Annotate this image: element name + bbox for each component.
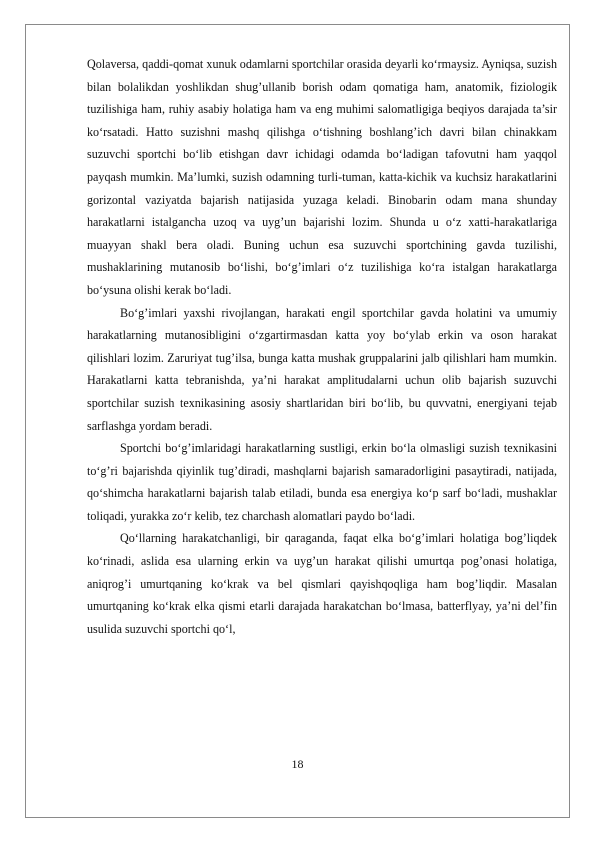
paragraph-3: Sportchi bo‘g’imlaridagi harakatlarning sustligi, erkin bo‘la olmasligi suzish texnikasini to‘g’ri bajarishda qiyinlik tug’diradi, mashqlarni bajarish samaradorligini pasaytiradi, natijada, qo‘shimcha harakatlarni bajarish talab etiladi, bunda esa energiya ko‘p sarf bo‘ladi, mushaklar toliqadi, yurakka zo‘r kelib, tez charchash alomatlari paydo bo‘ladi. — [87, 441, 557, 523]
body-text — [87, 53, 557, 640]
paragraph-4: Qo‘llarning harakatchanligi, bir qaraganda, faqat elka bo‘g’imlari holatiga bog’liqdek ko‘rinadi, aslida esa ularning erkin va uyg’un harakat qilishi umurtqa pog’onasi holatiga, aniqrog’i umurtqaning ko‘krak va bel qismlari qayishqoqliga ham bog’liqdir. Masalan umurtqaning ko‘krak elka qismi etarli darajada harakatchan bo‘lmasa, batterflyay, ya’ni del’fin usulida suzuvchi sportchi qo‘l, — [87, 531, 557, 636]
paragraph-1: Qolaversa, qaddi-qomat xunuk odamlarni sportchilar orasida deyarli ko‘rmaysiz. Ayniqsa, suzish bilan bolalikdan yoshlikdan shug’ullanib borish odam qomatiga ham, anatomik, fiziologik tuzilishiga ham, ruhiy asabiy holatiga ham va eng muhimi salomatligiga beqiyos darajada ta’sir ko‘rsatadi. Hatto suzishni mashq qilishga o‘tishning boshlang’ich davri bilan chinakkam suzuvchi sportchi bo‘lib etishgan davr ichidagi odamda bo‘ladigan tafovutni ham yaqqol payqash mumkin. Ma’lumki, suzish odamning turli-tuman, katta-kichik va kuchsiz harakatlarini gorizontal vaziyatda bajarish natijasida yuzaga keladi. Binobarin odam mana shunday harakatlarni istalgancha uzoq va uyg’un bajarishi lozim. Shunda u o‘z xatti-harakatlariga muayyan shakl bera oladi. Buning uchun esa suzuvchi sportchining gavda tuzilishi, mushaklarining mutanosib bo‘lishi, bo‘g’imlari o‘z tuzilishiga ko‘ra istalgan harakatlarga bo‘ysuna olishi kerak bo‘ladi. — [87, 57, 557, 297]
paragraph-2: Bo‘g’imlari yaxshi rivojlangan, harakati engil sportchilar gavda holatini va umumiy harakatlarning mutanosibligini o‘zgartirmasdan katta yoy bo‘ylab erkin va oson harakat qilishlari lozim. Zaruriyat tug’ilsa, bunga katta mushak gruppalarini jalb qilishlari ham mumkin. Harakatlarni katta tebranishda, ya’ni harakat amplitudalarni uchun olib bajarish suzuvchi sportchilar suzish texnikasining asosiy shartlaridan biri bo‘lib, bu quvvatni, energiyani tejab sarflashga yordam beradi. — [87, 305, 557, 433]
page-number: 18 — [291, 757, 304, 771]
